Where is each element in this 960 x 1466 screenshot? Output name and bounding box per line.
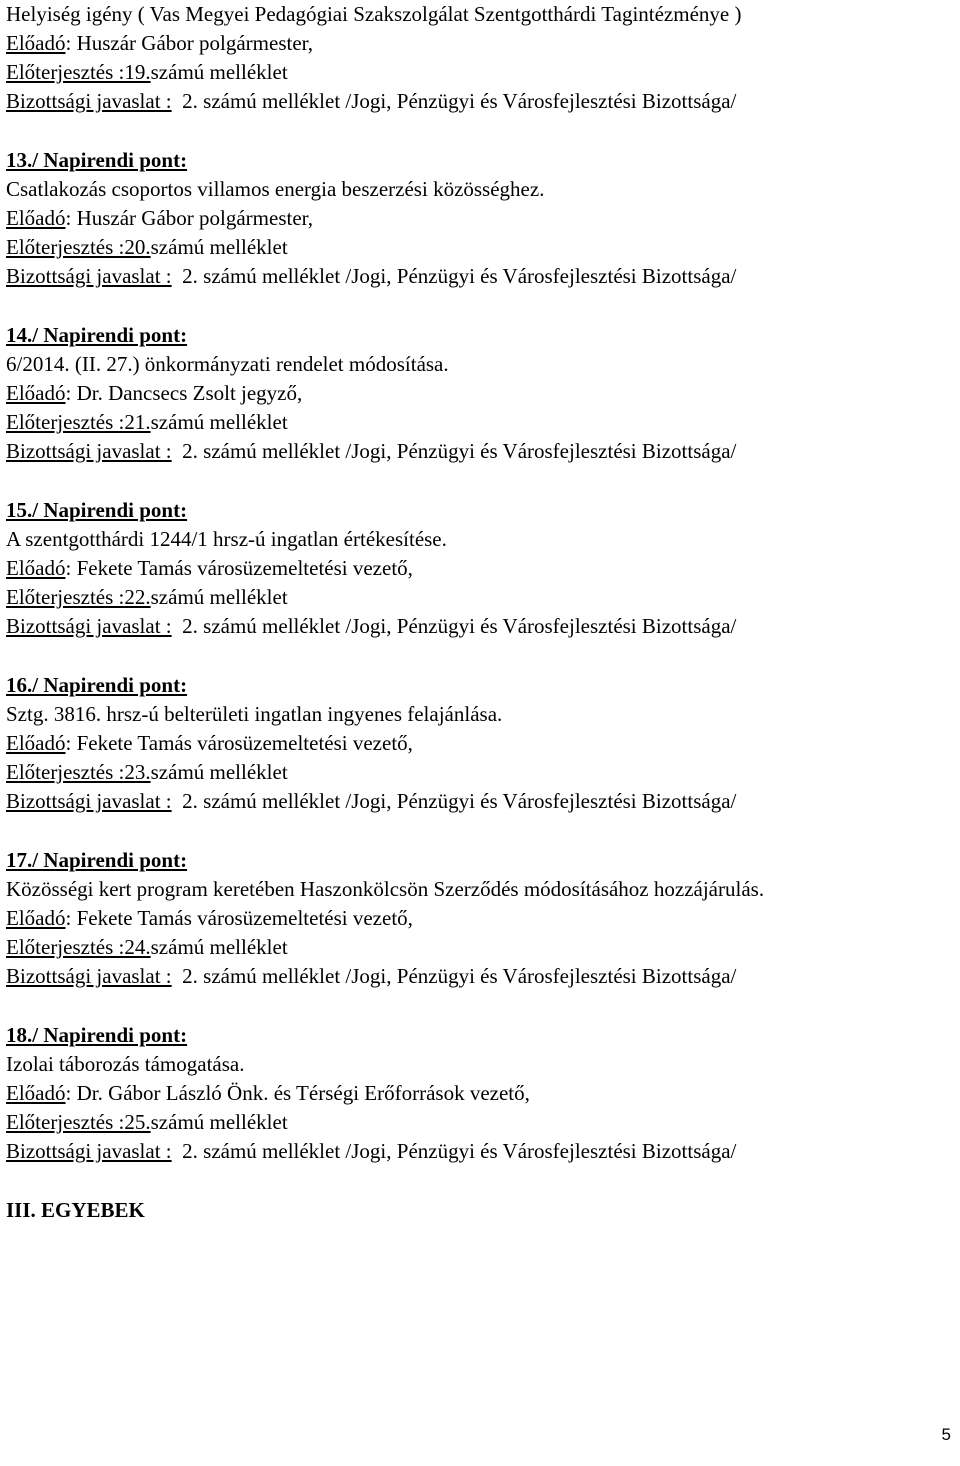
agenda-item-title: 6/2014. (II. 27.) önkormányzati rendelet módosítása. (6, 352, 449, 376)
committee-value: 2. számú melléklet /Jogi, Pénzügyi és Városfejlesztési Bizottsága/ (182, 264, 737, 288)
proposal-value: számú melléklet (150, 760, 288, 784)
agenda-item-heading: 15./ Napirendi pont: (6, 498, 188, 522)
agenda-item-presenter (6, 729, 956, 758)
committee-spacer (172, 1139, 183, 1163)
agenda-item-presenter (6, 554, 956, 583)
committee-spacer (172, 89, 183, 113)
proposal-value: számú melléklet (150, 585, 288, 609)
previous-item-presenter (6, 29, 956, 58)
proposal-value: számú melléklet (150, 235, 288, 259)
presenter-label: Előadó (6, 31, 66, 55)
committee-label: Bizottsági javaslat : (6, 789, 172, 813)
committee-label: Bizottsági javaslat : (6, 964, 172, 988)
previous-item-title (6, 0, 956, 29)
agenda-item-heading: 14./ Napirendi pont: (6, 323, 188, 347)
presenter-label: Előadó (6, 1081, 66, 1105)
presenter-value: : Huszár Gábor polgármester, (65, 31, 314, 55)
proposal-value: számú melléklet (150, 410, 288, 434)
agenda-item-title: A szentgotthárdi 1244/1 hrsz-ú ingatlan értékesítése. (6, 527, 447, 551)
spacer (6, 466, 956, 496)
previous-item-title-text: Helyiség igény ( Vas Megyei Pedagógiai Szakszolgálat Szentgotthárdi Tagintézménye ) (6, 2, 742, 26)
agenda-item-proposal (6, 933, 956, 962)
agenda-item (6, 1021, 956, 1166)
committee-label: Bizottsági javaslat : (6, 89, 172, 113)
committee-spacer (172, 439, 183, 463)
agenda-item (6, 321, 956, 466)
agenda-item-title: Közösségi kert program keretében Haszonkölcsön Szerződés módosításához hozzájárulás. (6, 877, 765, 901)
spacer (6, 291, 956, 321)
proposal-value: számú melléklet (150, 1110, 288, 1134)
proposal-value: számú melléklet (150, 935, 288, 959)
agenda-item-proposal (6, 758, 956, 787)
agenda-item-heading: 17./ Napirendi pont: (6, 848, 188, 872)
committee-spacer (172, 614, 183, 638)
presenter-value: : Huszár Gábor polgármester, (65, 206, 314, 230)
committee-value: 2. számú melléklet /Jogi, Pénzügyi és Városfejlesztési Bizottsága/ (182, 964, 737, 988)
agenda-item (6, 846, 956, 991)
committee-value: 2. számú melléklet /Jogi, Pénzügyi és Városfejlesztési Bizottsága/ (182, 789, 737, 813)
committee-label: Bizottsági javaslat : (6, 1139, 172, 1163)
agenda-item-proposal (6, 408, 956, 437)
agenda-item-committee (6, 1137, 956, 1166)
agenda-item-committee (6, 612, 956, 641)
proposal-label: Előterjesztés :25. (6, 1110, 151, 1134)
agenda-item (6, 146, 956, 291)
page-number: 5 (941, 1425, 951, 1444)
proposal-label: Előterjesztés :21. (6, 410, 151, 434)
proposal-label: Előterjesztés :23. (6, 760, 151, 784)
presenter-value: : Fekete Tamás városüzemeltetési vezető, (65, 906, 413, 930)
committee-label: Bizottsági javaslat : (6, 439, 172, 463)
committee-label: Bizottsági javaslat : (6, 264, 172, 288)
proposal-label: Előterjesztés :24. (6, 935, 151, 959)
presenter-label: Előadó (6, 906, 66, 930)
agenda-item-heading: 18./ Napirendi pont: (6, 1023, 188, 1047)
committee-value: 2. számú melléklet /Jogi, Pénzügyi és Városfejlesztési Bizottsága/ (182, 1139, 737, 1163)
document-page (6, 0, 956, 1225)
agenda-item-proposal (6, 583, 956, 612)
agenda-item-title: Csatlakozás csoportos villamos energia beszerzési közösséghez. (6, 177, 545, 201)
spacer (6, 991, 956, 1021)
presenter-value: : Dr. Gábor László Önk. és Térségi Erőforrások vezető, (65, 1081, 530, 1105)
spacer (6, 641, 956, 671)
agenda-item-committee (6, 262, 956, 291)
agenda-item-proposal (6, 1108, 956, 1137)
presenter-value: : Dr. Dancsecs Zsolt jegyző, (65, 381, 303, 405)
committee-value: 2. számú melléklet /Jogi, Pénzügyi és Városfejlesztési Bizottsága/ (182, 89, 737, 113)
spacer (6, 116, 956, 146)
presenter-label: Előadó (6, 556, 66, 580)
agenda-item (6, 496, 956, 641)
agenda-item-presenter (6, 379, 956, 408)
agenda-item-committee (6, 787, 956, 816)
agenda-item-heading: 13./ Napirendi pont: (6, 148, 188, 172)
section-heading: III. EGYEBEK (6, 1198, 145, 1222)
presenter-label: Előadó (6, 206, 66, 230)
agenda-item-title: Sztg. 3816. hrsz-ú belterületi ingatlan ingyenes felajánlása. (6, 702, 503, 726)
previous-item-proposal (6, 58, 956, 87)
presenter-label: Előadó (6, 381, 66, 405)
committee-value: 2. számú melléklet /Jogi, Pénzügyi és Városfejlesztési Bizottsága/ (182, 614, 737, 638)
agenda-item-heading: 16./ Napirendi pont: (6, 673, 188, 697)
agenda-item-committee (6, 437, 956, 466)
spacer (6, 1166, 956, 1196)
presenter-value: : Fekete Tamás városüzemeltetési vezető, (65, 731, 413, 755)
committee-spacer (172, 789, 183, 813)
agenda-item (6, 671, 956, 816)
previous-item-committee (6, 87, 956, 116)
committee-spacer (172, 964, 183, 988)
proposal-label: Előterjesztés :22. (6, 585, 151, 609)
proposal-label: Előterjesztés :20. (6, 235, 151, 259)
presenter-value: : Fekete Tamás városüzemeltetési vezető, (65, 556, 413, 580)
presenter-label: Előadó (6, 731, 66, 755)
proposal-value: számú melléklet (150, 60, 288, 84)
agenda-item-title: Izolai táborozás támogatása. (6, 1052, 245, 1076)
agenda-item-proposal (6, 233, 956, 262)
agenda-item-presenter (6, 904, 956, 933)
agenda-item-presenter (6, 204, 956, 233)
spacer (6, 816, 956, 846)
committee-label: Bizottsági javaslat : (6, 614, 172, 638)
agenda-item-presenter (6, 1079, 956, 1108)
committee-value: 2. számú melléklet /Jogi, Pénzügyi és Városfejlesztési Bizottsága/ (182, 439, 737, 463)
agenda-item-committee (6, 962, 956, 991)
committee-spacer (172, 264, 183, 288)
proposal-label: Előterjesztés :19. (6, 60, 151, 84)
